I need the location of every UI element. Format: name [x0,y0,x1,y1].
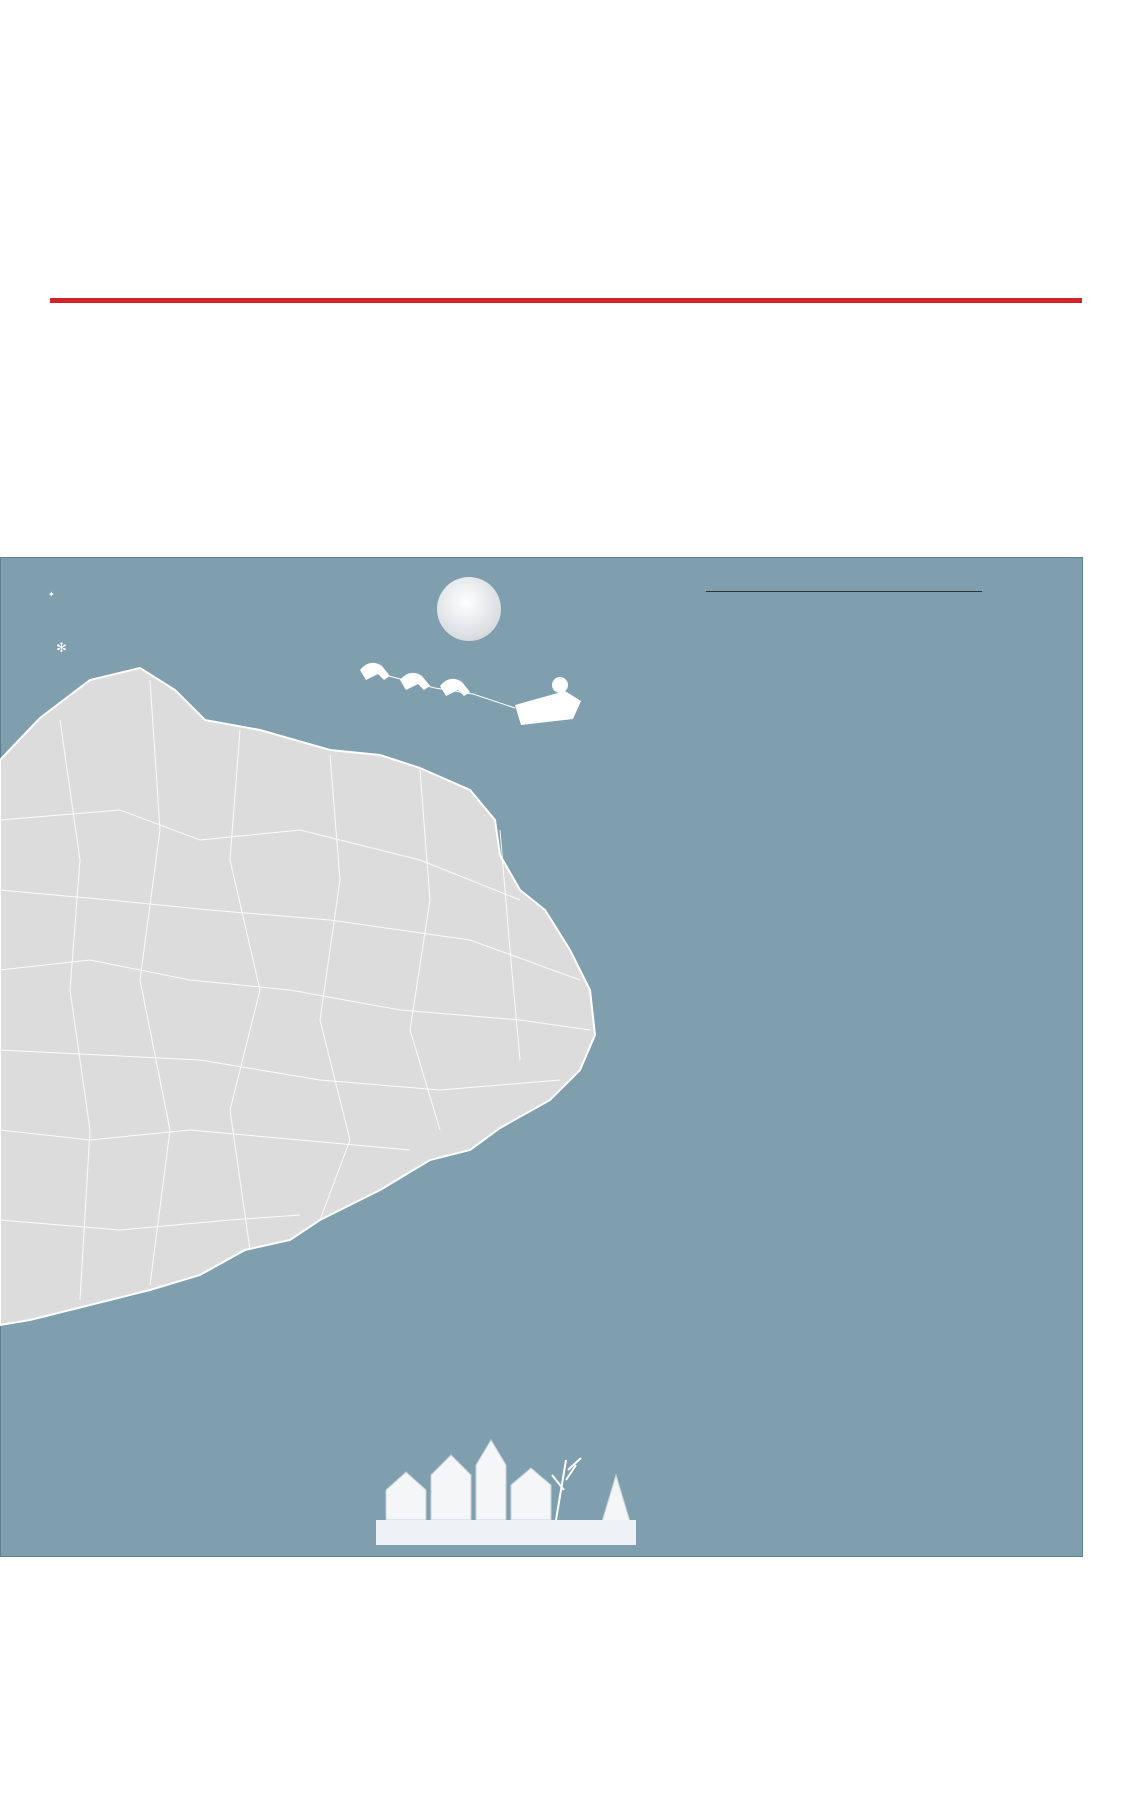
santa-sleigh-illustration [355,650,600,735]
moon-illustration [437,577,501,641]
event-listing [628,583,1076,600]
snowflake-icon: ✦ [48,590,55,599]
snowflake-icon: ✻ [56,640,67,655]
chapo-line [0,479,1078,507]
aube-map [0,660,640,1460]
listing-separator [706,591,982,592]
winter-village-illustration [376,1420,636,1545]
aube-territory [0,668,595,1325]
chapo-line [0,507,1078,535]
chapo [0,479,1078,535]
header-rule [50,298,1082,303]
